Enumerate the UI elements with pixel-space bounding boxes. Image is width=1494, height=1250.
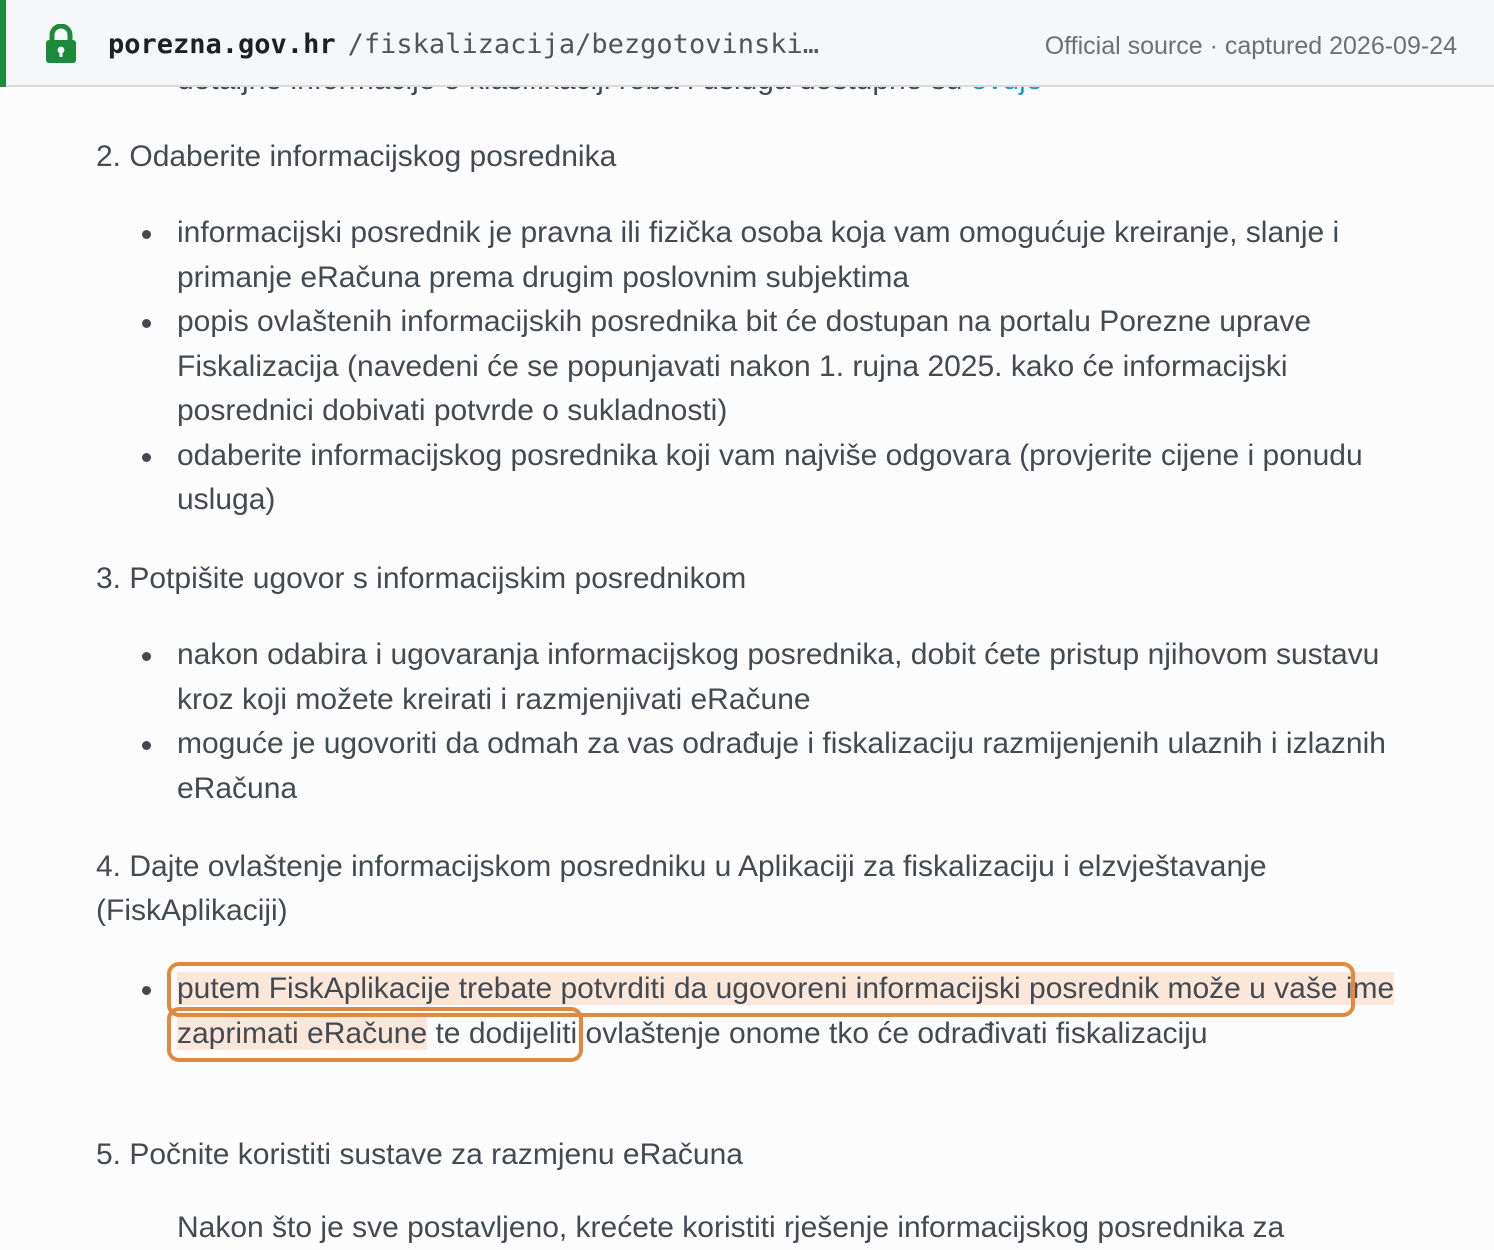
list-item	[96, 211, 1406, 300]
source-capture-label: Official source · captured 2026-09-24	[1044, 32, 1457, 60]
bullet-icon	[142, 741, 151, 750]
page-url[interactable]	[108, 28, 819, 62]
list-item-text: moguće je ugovoriti da odmah za vas odrađuje i fiskalizaciju razmijenjenih ulaznih i izlaznih eRačuna	[177, 727, 1386, 805]
lock-icon	[44, 24, 78, 64]
list-item	[96, 967, 1406, 1056]
url-domain: porezna.gov.hr	[108, 29, 336, 60]
bullet-icon	[142, 319, 151, 328]
step-4-list	[96, 967, 1406, 1056]
step-5-heading: 5. Počnite koristiti sustave za razmjenu eRačuna	[96, 1138, 743, 1171]
list-item-text: informacijski posrednik je pravna ili fizička osoba koja vam omogućuje kreiranje, slanje i primanje eRačuna prema drugim poslovnim subjektima	[177, 216, 1340, 294]
step-2-heading: 2. Odaberite informacijskog posrednika	[96, 140, 617, 173]
list-item-text: nakon odabira i ugovaranja informacijskog posrednika, dobit ćete pristup njihovom sustavu kroz koji možete kreirati i razmjenjivati eRačune	[177, 638, 1380, 716]
list-item-text: te dodijeliti ovlaštenje onome tko će odrađivati fiskalizaciju	[427, 1016, 1208, 1050]
bullet-icon	[142, 230, 151, 239]
highlighted-text: putem FiskAplikacije trebate potvrditi da ugovoreni informacijski posrednik može u vaše ime zaprimati eRačune	[177, 972, 1395, 1050]
list-item-text: odaberite informacijskog posrednika koji vam najviše odgovara (provjerite cijene i ponudu usluga)	[177, 438, 1363, 516]
step-3-heading: 3. Potpišite ugovor s informacijskim posrednikom	[96, 562, 747, 595]
cut-off-line-bottom: Nakon što je sve postavljeno, krećete koristiti rješenje informacijskog posrednika za	[177, 1211, 1285, 1244]
bullet-icon	[142, 986, 151, 995]
accent-stripe	[0, 0, 6, 87]
step-4-heading: 4. Dajte ovlaštenje informacijskom posredniku u Aplikaciji za fiskalizaciju i elzvještavanje (FiskAplikaciji)	[96, 850, 1267, 927]
list-item	[96, 722, 1406, 811]
bullet-icon	[142, 652, 151, 661]
list-item	[96, 300, 1406, 434]
url-path: /fiskalizacija/bezgotovinski…	[347, 29, 819, 60]
source-bar	[0, 0, 1494, 87]
list-item	[96, 434, 1406, 523]
step-2-list	[96, 211, 1406, 523]
list-item	[96, 633, 1406, 722]
bullet-icon	[142, 453, 151, 462]
step-3-list	[96, 633, 1406, 811]
list-item-text: popis ovlaštenih informacijskih posrednika bit će dostupan na portalu Porezne uprave Fiskalizacija (navedeni će se popunjavati nakon 1. rujna 2025. kako će informacijski posrednici dobivati potvrde o sukladnosti)	[177, 305, 1312, 427]
